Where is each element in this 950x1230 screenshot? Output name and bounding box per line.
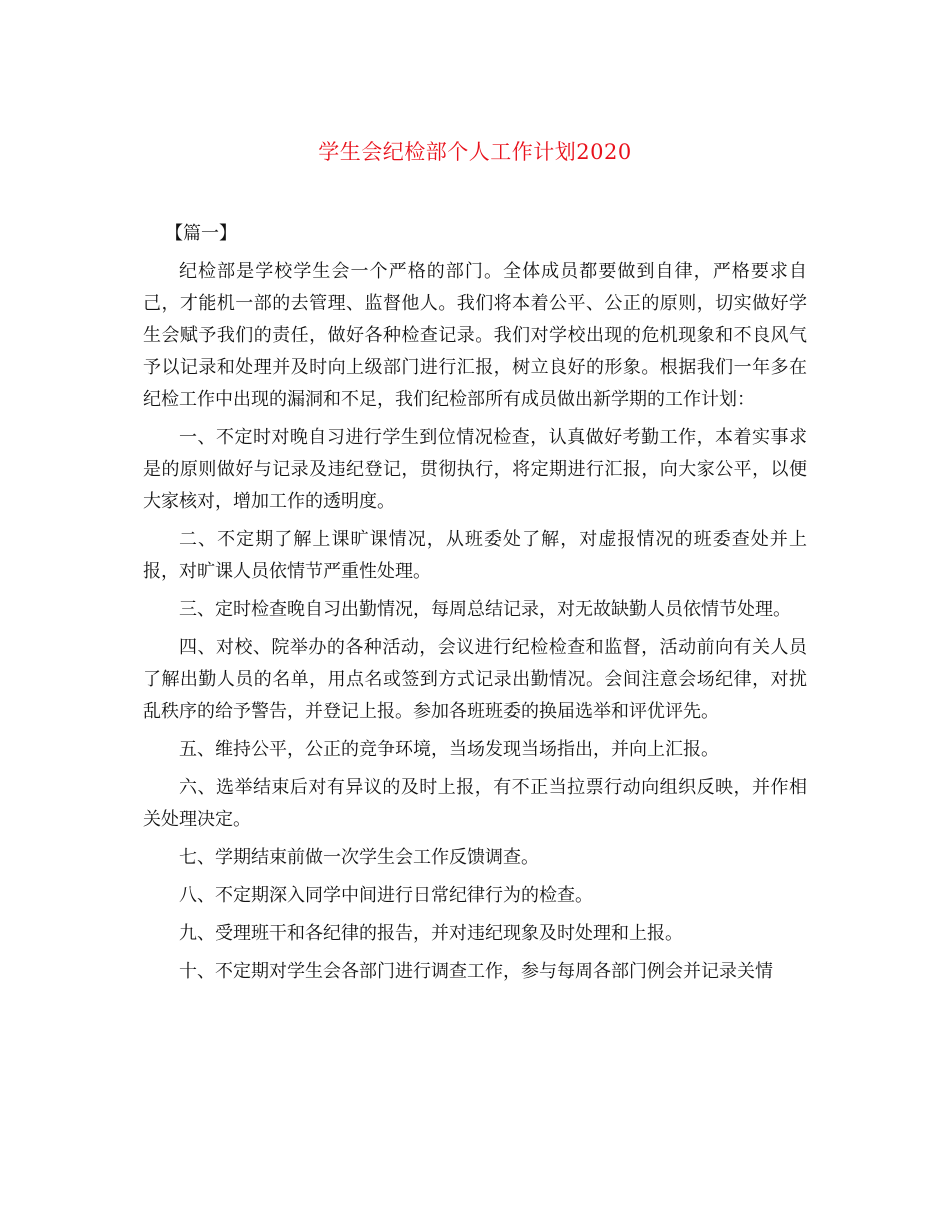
paragraph-item-2: 二、不定期了解上课旷课情况，从班委处了解，对虚报情况的班委查处并上报，对旷课人员依情节严重性处理。 xyxy=(143,529,807,582)
paragraph-item-5: 五、维持公平，公正的竞争环境，当场发现当场指出，并向上汇报。 xyxy=(179,739,719,760)
paragraph-item-7: 七、学期结束前做一次学生会工作反馈调查。 xyxy=(179,847,539,868)
document-body xyxy=(143,218,807,994)
paragraph-item-8: 八、不定期深入同学中间进行日常纪律行为的检查。 xyxy=(179,885,593,906)
paragraph-item-3: 三、定时检查晚自习出勤情况，每周总结记录，对无故缺勤人员依情节处理。 xyxy=(179,599,791,620)
document-title: 学生会纪检部个人工作计划2020 xyxy=(318,140,632,164)
paragraph-item-1: 一、不定时对晚自习进行学生到位情况检查，认真做好考勤工作，本着实事求是的原则做好与记录及违纪登记，贯彻执行，将定期进行汇报，向大家公平，以便大家核对，增加工作的透明度。 xyxy=(143,427,807,512)
paragraph-intro: 纪检部是学校学生会一个严格的部门。全体成员都要做到自律，严格要求自己，才能机一部的去管理、监督他人。我们将本着公平、公正的原则，切实做好学生会赋予我们的责任，做好各种检查记录。我们对学校出现的危机现象和不良风气予以记录和处理并及时向上级部门进行汇报，树立良好的形象。根据我们一年多在纪检工作中出现的漏洞和不足，我们纪检部所有成员做出新学期的工作计划： xyxy=(143,261,807,410)
paragraph-item-6: 六、选举结束后对有异议的及时上报，有不正当拉票行动向组织反映，并作相关处理决定。 xyxy=(143,777,807,830)
paragraph-item-4: 四、对校、院举办的各种活动，会议进行纪检检查和监督，活动前向有关人员了解出勤人员的名单，用点名或签到方式记录出勤情况。会间注意会场纪律，对扰乱秩序的给予警告，并登记上报。参加各班班委的换届选举和评优评先。 xyxy=(143,637,807,722)
paragraph-item-9: 九、受理班干和各纪律的报告，并对违纪现象及时处理和上报。 xyxy=(179,923,683,944)
paragraph-item-10: 十、不定期对学生会各部门进行调查工作，参与每周各部门例会并记录关情 xyxy=(179,961,773,982)
section-label: 【篇一】 xyxy=(165,223,237,244)
